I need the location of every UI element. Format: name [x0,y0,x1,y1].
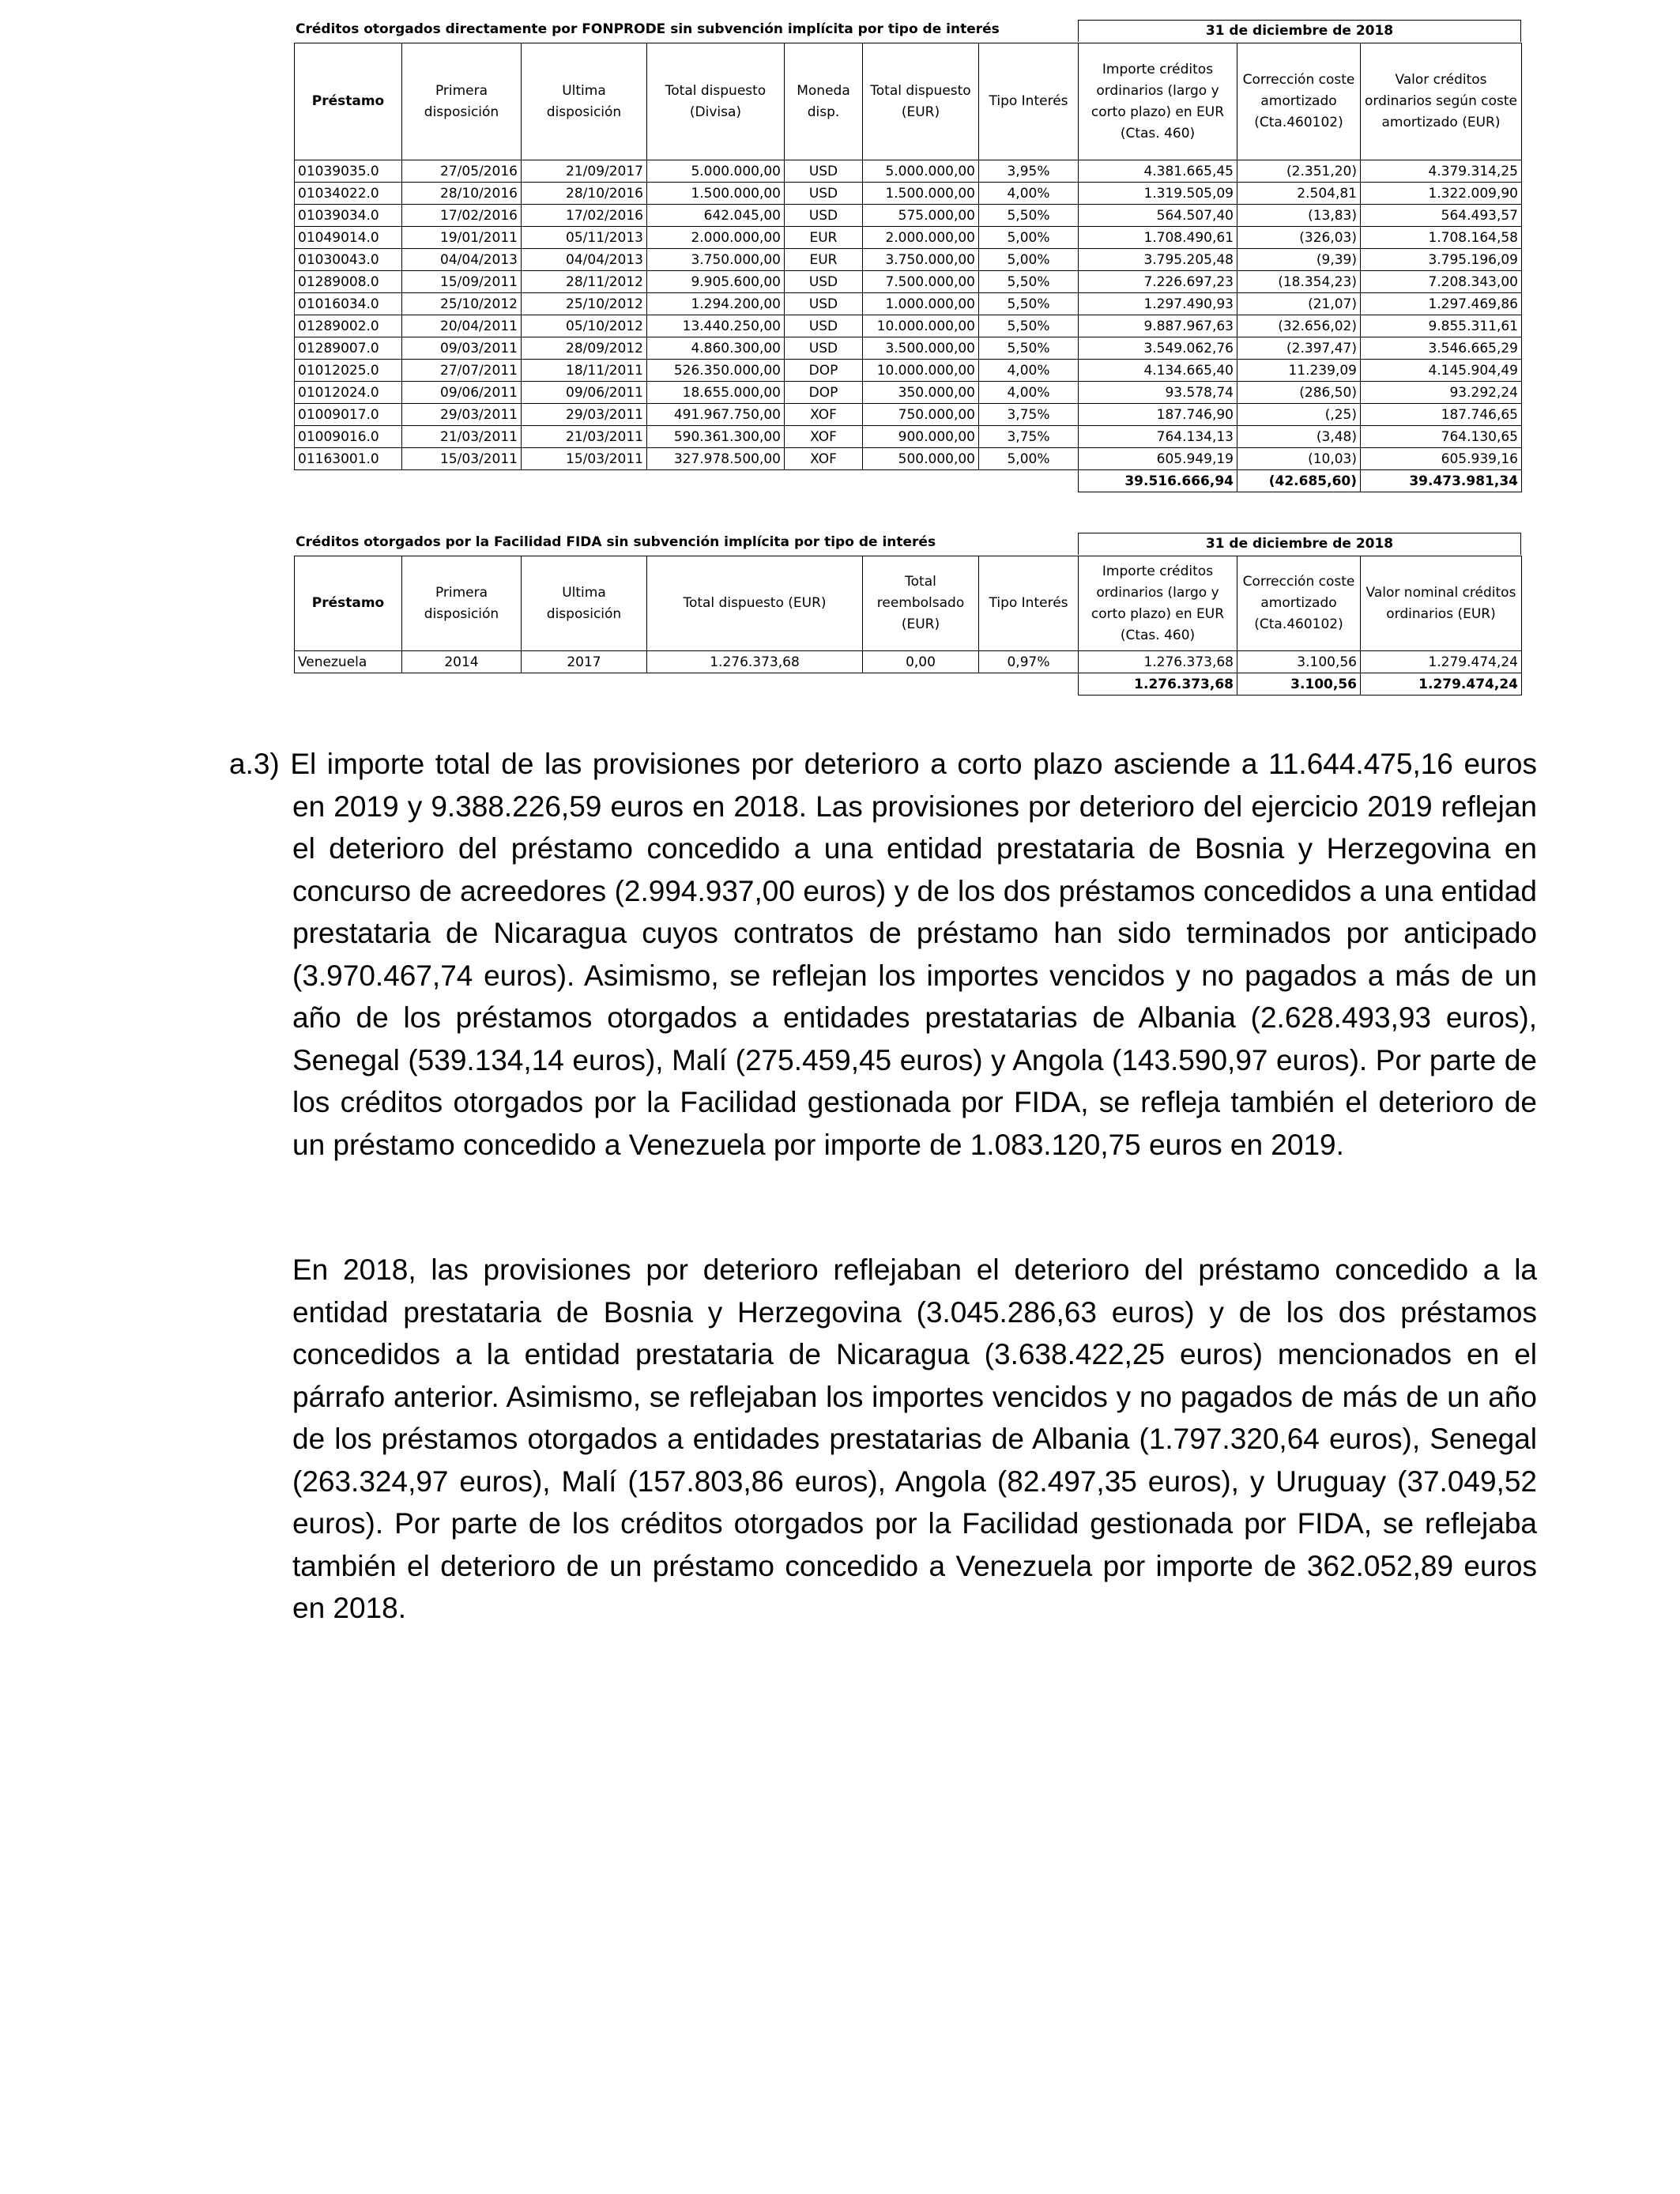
table-cell: 01163001.0 [295,448,402,470]
date-header: 31 de diciembre de 2018 [1078,533,1521,555]
table-cell: 764.134,13 [1079,426,1237,448]
table-cell: 1.708.490,61 [1079,227,1237,249]
table-cell: 21/03/2011 [522,426,647,448]
col-header: Moneda disp. [785,43,863,160]
table-cell: 5,50% [979,315,1079,337]
table-cell: 500.000,00 [863,448,979,470]
table-cell: (3,48) [1237,426,1361,448]
table-cell: 01049014.0 [295,227,402,249]
table-cell: 09/06/2011 [402,382,522,404]
table-cell: 1.000.000,00 [863,293,979,315]
table-cell: 5.000.000,00 [647,160,785,183]
table-cell: (9,39) [1237,249,1361,271]
table-cell: 9.887.967,63 [1079,315,1237,337]
table-cell: 2017 [522,651,647,673]
table-cell: 04/04/2013 [402,249,522,271]
table-cell: 01289008.0 [295,271,402,293]
table-cell: 1.322.009,90 [1361,183,1522,205]
table-cell: 1.708.164,58 [1361,227,1522,249]
table-cell: 5,00% [979,448,1079,470]
table-cell: 2014 [402,651,522,673]
table-cell: 01039034.0 [295,205,402,227]
fida-credits-table [294,533,1521,696]
col-header: Ultima disposición [522,43,647,160]
col-header: Total reembolsado (EUR) [863,556,979,651]
table-row [295,315,1522,337]
col-header: Tipo Interés [979,43,1079,160]
table-cell: 5,50% [979,293,1079,315]
table-cell: (2.351,20) [1237,160,1361,183]
table-cell: 0,00 [863,651,979,673]
col-header: Primera disposición [402,556,522,651]
table-cell: 3.795.205,48 [1079,249,1237,271]
table-row [295,337,1522,360]
total-cell: (42.685,60) [1237,470,1361,492]
table-cell: 564.507,40 [1079,205,1237,227]
table-cell: 4.145.904,49 [1361,360,1522,382]
table-cell: 7.500.000,00 [863,271,979,293]
table-cell: 5,50% [979,205,1079,227]
table-cell: 4.860.300,00 [647,337,785,360]
table-cell: 13.440.250,00 [647,315,785,337]
table-row [295,360,1522,382]
table-cell: 25/10/2012 [402,293,522,315]
date-header: 31 de diciembre de 2018 [1078,20,1521,42]
table-cell: 750.000,00 [863,404,979,426]
table-cell: 10.000.000,00 [863,360,979,382]
table-cell: 01009017.0 [295,404,402,426]
table-cell: 187.746,65 [1361,404,1522,426]
table-cell: XOF [785,426,863,448]
table-cell: 5,00% [979,249,1079,271]
table-cell: Venezuela [295,651,402,673]
table-cell: 350.000,00 [863,382,979,404]
table-cell: 17/02/2016 [402,205,522,227]
table-cell: 17/02/2016 [522,205,647,227]
table-cell: 21/03/2011 [402,426,522,448]
table-cell: 5,50% [979,337,1079,360]
col-header: Tipo Interés [979,556,1079,651]
data-table [294,43,1522,492]
table-cell: 590.361.300,00 [647,426,785,448]
table-cell: 2.000.000,00 [647,227,785,249]
total-cell: 3.100,56 [1237,673,1361,696]
table-cell: 15/03/2011 [402,448,522,470]
table-cell: 1.279.474,24 [1361,651,1522,673]
table-cell: 2.000.000,00 [863,227,979,249]
col-header: Préstamo [295,43,402,160]
table-cell: 19/01/2011 [402,227,522,249]
col-header: Corrección coste amortizado (Cta.460102) [1237,556,1361,651]
col-header: Corrección coste amortizado (Cta.460102) [1237,43,1361,160]
table-cell: 764.130,65 [1361,426,1522,448]
table-caption: Créditos otorgados directamente por FONPRODE sin subvención implícita por tipo de interés [296,21,1000,37]
table-cell: (18.354,23) [1237,271,1361,293]
table-cell: XOF [785,448,863,470]
table-cell: 1.297.490,93 [1079,293,1237,315]
table-cell: 7.208.343,00 [1361,271,1522,293]
header-row [295,556,1522,651]
table-cell: 4.134.665,40 [1079,360,1237,382]
table-row [295,160,1522,183]
table-cell: 09/03/2011 [402,337,522,360]
table-cell: 10.000.000,00 [863,315,979,337]
table-cell: DOP [785,360,863,382]
table-cell: EUR [785,249,863,271]
table-row [295,448,1522,470]
table-cell: 1.276.373,68 [1079,651,1237,673]
table-cell: 4.381.665,45 [1079,160,1237,183]
table-cell: 5.000.000,00 [863,160,979,183]
table-cell: 187.746,90 [1079,404,1237,426]
table-cell: 4,00% [979,360,1079,382]
table-cell: 7.226.697,23 [1079,271,1237,293]
table-cell: 3.100,56 [1237,651,1361,673]
table-cell: 3.750.000,00 [863,249,979,271]
table-cell: 900.000,00 [863,426,979,448]
table-cell: 4.379.314,25 [1361,160,1522,183]
col-header: Importe créditos ordinarios (largo y corto plazo) en EUR (Ctas. 460) [1079,43,1237,160]
total-cell: 1.279.474,24 [1361,673,1522,696]
table-cell: 3.795.196,09 [1361,249,1522,271]
table-cell: 28/10/2016 [522,183,647,205]
table-cell: 15/09/2011 [402,271,522,293]
table-row [295,651,1522,673]
table-cell: 4,00% [979,183,1079,205]
header-row [295,43,1522,160]
table-cell: 15/03/2011 [522,448,647,470]
table-cell: USD [785,183,863,205]
table-cell: USD [785,271,863,293]
table-cell: 01012024.0 [295,382,402,404]
table-cell: 18.655.000,00 [647,382,785,404]
table-cell: USD [785,160,863,183]
table-cell: 1.500.000,00 [647,183,785,205]
table-cell: USD [785,315,863,337]
table-row [295,249,1522,271]
table-cell: USD [785,205,863,227]
table-cell: (10,03) [1237,448,1361,470]
table-cell: 3,95% [979,160,1079,183]
table-cell: 29/03/2011 [402,404,522,426]
table-cell: (,25) [1237,404,1361,426]
table-cell: 491.967.750,00 [647,404,785,426]
table-cell: 01289007.0 [295,337,402,360]
table-cell: 1.297.469,86 [1361,293,1522,315]
table-cell: 21/09/2017 [522,160,647,183]
table-cell: 01016034.0 [295,293,402,315]
col-header: Valor nominal créditos ordinarios (EUR) [1361,556,1522,651]
col-header: Préstamo [295,556,402,651]
table-cell: USD [785,293,863,315]
total-cell: 39.473.981,34 [1361,470,1522,492]
table-cell: 1.294.200,00 [647,293,785,315]
table-cell: 28/11/2012 [522,271,647,293]
col-header: Total dispuesto (EUR) [863,43,979,160]
table-cell: 3.500.000,00 [863,337,979,360]
col-header: Total dispuesto (Divisa) [647,43,785,160]
table-cell: 05/11/2013 [522,227,647,249]
table-caption: Créditos otorgados por la Facilidad FIDA sin subvención implícita por tipo de interés [296,534,936,550]
table-cell: 605.939,16 [1361,448,1522,470]
table-cell: 01030043.0 [295,249,402,271]
table-cell: EUR [785,227,863,249]
table-cell: (326,03) [1237,227,1361,249]
table-cell: 9.855.311,61 [1361,315,1522,337]
totals-row [295,470,1522,492]
col-header: Total dispuesto (EUR) [647,556,863,651]
col-header: Importe créditos ordinarios (largo y corto plazo) en EUR (Ctas. 460) [1079,556,1237,651]
table-row [295,227,1522,249]
table-cell: 28/10/2016 [402,183,522,205]
table-cell: 11.239,09 [1237,360,1361,382]
table-cell: 04/04/2013 [522,249,647,271]
table-cell: 564.493,57 [1361,205,1522,227]
table-cell: 25/10/2012 [522,293,647,315]
table-row [295,271,1522,293]
table-cell: (32.656,02) [1237,315,1361,337]
table-cell: 4,00% [979,382,1079,404]
table-cell: 28/09/2012 [522,337,647,360]
table-row [295,426,1522,448]
table-row [295,382,1522,404]
table-caption-row [294,533,1521,556]
table-cell: 575.000,00 [863,205,979,227]
table-cell: 526.350.000,00 [647,360,785,382]
table-cell: 29/03/2011 [522,404,647,426]
table-cell: (21,07) [1237,293,1361,315]
table-cell: 1.319.505,09 [1079,183,1237,205]
table-caption-row [294,20,1521,43]
total-cell: 39.516.666,94 [1079,470,1237,492]
table-cell: 01009016.0 [295,426,402,448]
table-cell: 3.750.000,00 [647,249,785,271]
col-header: Ultima disposición [522,556,647,651]
table-cell: 5,50% [979,271,1079,293]
table-cell: DOP [785,382,863,404]
table-cell: 01012025.0 [295,360,402,382]
table-cell: 18/11/2011 [522,360,647,382]
table-cell: 27/07/2011 [402,360,522,382]
table-cell: 09/06/2011 [522,382,647,404]
table-cell: USD [785,337,863,360]
data-table [294,556,1522,696]
table-cell: 3,75% [979,404,1079,426]
table-row [295,293,1522,315]
table-cell: 642.045,00 [647,205,785,227]
fonprode-credits-table [294,20,1521,492]
table-cell: XOF [785,404,863,426]
table-cell: 605.949,19 [1079,448,1237,470]
table-cell: 327.978.500,00 [647,448,785,470]
table-cell: (2.397,47) [1237,337,1361,360]
table-cell: 93.292,24 [1361,382,1522,404]
table-row [295,183,1522,205]
table-cell: 93.578,74 [1079,382,1237,404]
table-row [295,404,1522,426]
table-cell: 5,00% [979,227,1079,249]
table-cell: 27/05/2016 [402,160,522,183]
table-cell: 1.276.373,68 [647,651,863,673]
total-cell: 1.276.373,68 [1079,673,1237,696]
table-cell: (13,83) [1237,205,1361,227]
table-cell: 9.905.600,00 [647,271,785,293]
table-cell: 01039035.0 [295,160,402,183]
col-header: Valor créditos ordinarios según coste amortizado (EUR) [1361,43,1522,160]
table-cell: 3.549.062,76 [1079,337,1237,360]
totals-row [295,673,1522,696]
table-cell: 05/10/2012 [522,315,647,337]
paragraph-provisions-2019: a.3) El importe total de las provisiones por deterioro a corto plazo asciende a 11.644.475,16 euros en 2019 y 9.388.226,59 euros en 2018. Las provisiones por deterioro del ejercicio 2019 reflejan el deterioro del préstamo concedido a una entidad prestataria de Bosnia y Herzegovina en concurso de acreedores (2.994.937,00 euros) y de los dos préstamos concedidos a una entidad prestataria de Nicaragua cuyos contratos de préstamo han sido terminados por anticipado (3.970.467,74 euros). Asimismo, se reflejan los importes vencidos y no pagados a más de un año de los préstamos otorgados a entidades prestatarias de Albania (2.628.493,93 euros), Senegal (539.134,14 euros), Malí (275.459,45 euros) y Angola (143.590,97 euros). Por parte de los créditos otorgados por la Facilidad gestionada por FIDA, se refleja también el deterioro de un préstamo concedido a Venezuela por importe de 1.083.120,75 euros en 2019. [229,748,1537,1161]
table-row [295,205,1522,227]
paragraph-provisions-2018: En 2018, las provisiones por deterioro reflejaban el deterioro del préstamo concedido a la entidad prestataria de Bosnia y Herzegovina (3.045.286,63 euros) y de los dos préstamos concedidos a la entidad prestataria de Nicaragua (3.638.422,25 euros) mencionados en el párrafo anterior. Asimismo, se reflejaban los importes vencidos y no pagados de más de un año de los préstamos otorgados a entidades prestatarias de Albania (1.797.320,64 euros), Senegal (263.324,97 euros), Malí (157.803,86 euros), Angola (82.497,35 euros), y Uruguay (37.049,52 euros). Por parte de los créditos otorgados por la Facilidad gestionada por FIDA, se reflejaba también el deterioro de un préstamo concedido a Venezuela por importe de 362.052,89 euros en 2018. [292,1253,1537,1624]
table-cell: 01034022.0 [295,183,402,205]
table-cell: 01289002.0 [295,315,402,337]
table-cell: 1.500.000,00 [863,183,979,205]
table-cell: (286,50) [1237,382,1361,404]
table-cell: 3,75% [979,426,1079,448]
table-cell: 0,97% [979,651,1079,673]
table-cell: 3.546.665,29 [1361,337,1522,360]
col-header: Primera disposición [402,43,522,160]
table-cell: 2.504,81 [1237,183,1361,205]
table-cell: 20/04/2011 [402,315,522,337]
